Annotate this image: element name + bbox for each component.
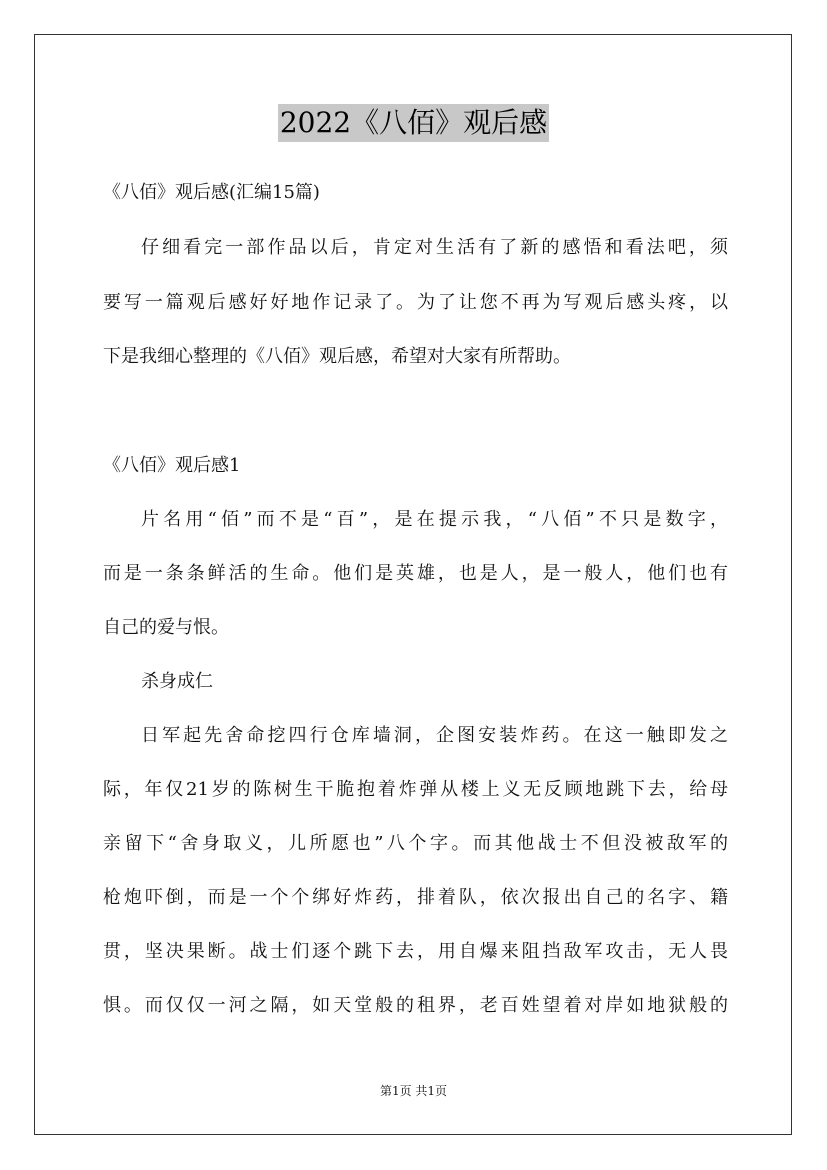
paragraph-line: 而是一条条鲜活的生命。他们是英雄，也是人，是一般人，他们也有: [103, 563, 728, 584]
document-subtitle: 《八佰》观后感(汇编15篇): [103, 182, 320, 203]
paragraph-line: 片名用“佰”而不是“百”，是在提示我，“八佰”不只是数字，: [141, 509, 728, 530]
paragraph-line: 自己的爱与恨。: [103, 617, 229, 638]
intro-line: 仔细看完一部作品以后，肯定对生活有了新的感悟和看法吧，须: [141, 237, 728, 258]
title-wrap: [0, 104, 827, 142]
paragraph-line: 亲留下“舍身取义，儿所愿也”八个字。而其他战士不但没被敌军的: [103, 833, 728, 854]
paragraph-line: 贯，坚决果断。战士们逐个跳下去，用自爆来阻挡敌军攻击，无人畏: [103, 941, 728, 962]
paragraph-line: 枪炮吓倒，而是一个个绑好炸药，排着队，依次报出自己的名字、籍: [103, 887, 728, 908]
document-title: 2022《八佰》观后感: [278, 104, 549, 142]
intro-line: 下是我细心整理的《八佰》观后感，希望对大家有所帮助。: [103, 346, 571, 367]
paragraph-line: 惧。而仅仅一河之隔，如天堂般的租界，老百姓望着对岸如地狱般的: [103, 995, 728, 1016]
intro-line: 要写一篇观后感好好地作记录了。为了让您不再为写观后感头疼，以: [103, 292, 728, 313]
page-footer: 第1页 共1页: [379, 1084, 448, 1098]
paragraph-line: 际，年仅21岁的陈树生干脆抱着炸弹从楼上义无反顾地跳下去，给母: [103, 779, 728, 800]
paragraph-line: 日军起先舍命挖四行仓库墙洞，企图安装炸药。在这一触即发之: [141, 725, 728, 746]
subheading: 杀身成仁: [141, 671, 213, 692]
section-heading: 《八佰》观后感1: [103, 455, 241, 476]
